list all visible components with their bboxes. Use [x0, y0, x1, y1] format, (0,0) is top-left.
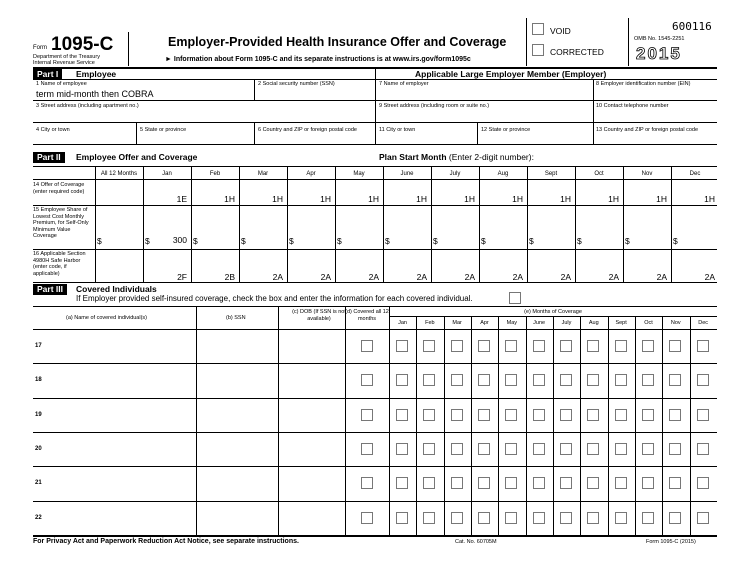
tax-year: 2015 — [636, 44, 682, 63]
month-coverage-checkbox[interactable] — [642, 340, 654, 352]
month-coverage-checkbox[interactable] — [533, 340, 545, 352]
covered-row-number: 22 — [35, 514, 42, 521]
form-word: Form — [33, 45, 47, 51]
offer-code-cell[interactable]: 1H — [224, 194, 235, 204]
self-insured-checkbox[interactable] — [509, 292, 521, 304]
col-c-header: (c) DOB (If SSN is not available) — [292, 309, 346, 322]
employee-name-value[interactable]: term mid-month then COBRA — [36, 89, 154, 99]
offer-code-cell[interactable]: 1H — [512, 194, 523, 204]
month-coverage-checkbox[interactable] — [615, 409, 627, 421]
month-coverage-checkbox[interactable] — [669, 409, 681, 421]
covered-row-number: 17 — [35, 343, 42, 349]
month-coverage-checkbox[interactable] — [423, 477, 435, 489]
month-coverage-checkbox[interactable] — [505, 443, 517, 455]
month-coverage-checkbox[interactable] — [615, 374, 627, 386]
info-line: ► Information about Form 1095-C and its separate instructions is at www.irs.gov/form1095c — [165, 56, 471, 63]
safe-harbor-cell[interactable]: 2A — [704, 272, 715, 282]
month-coverage-checkbox[interactable] — [396, 512, 408, 524]
dept-treasury: Department of the Treasury — [33, 54, 100, 60]
month-coverage-checkbox[interactable] — [423, 409, 435, 421]
month-header: Dec — [689, 171, 701, 177]
month-header: Jan — [162, 171, 172, 177]
coverage-month-header: Jan — [398, 320, 407, 326]
phone-label: 10 Contact telephone number — [596, 103, 669, 109]
month-coverage-checkbox[interactable] — [615, 477, 627, 489]
employer-street-label: 9 Street address (including room or suite no.) — [379, 103, 490, 109]
offer-code-cell[interactable]: 1H — [560, 194, 571, 204]
dollar-sign: $ — [145, 236, 150, 246]
covered-all-12-checkbox[interactable] — [361, 409, 373, 421]
coverage-month-header: Dec — [698, 320, 709, 326]
month-coverage-checkbox[interactable] — [478, 443, 490, 455]
safe-harbor-cell[interactable]: 2A — [656, 272, 667, 282]
void-checkbox[interactable] — [532, 23, 544, 35]
coverage-month-header: Mar — [452, 320, 462, 326]
safe-harbor-cell[interactable]: 2A — [416, 272, 427, 282]
safe-harbor-cell[interactable]: 2A — [368, 272, 379, 282]
month-header: June — [400, 171, 414, 177]
month-coverage-checkbox[interactable] — [669, 477, 681, 489]
month-coverage-checkbox[interactable] — [560, 477, 572, 489]
covered-all-12-checkbox[interactable] — [361, 374, 373, 386]
employer-country-label: 13 Country and ZIP or foreign postal code — [596, 127, 699, 133]
offer-code-cell[interactable]: 1H — [464, 194, 475, 204]
coverage-month-header: Oct — [644, 320, 653, 326]
coverage-month-header: Feb — [425, 320, 435, 326]
col-e-header: (e) Months of Coverage — [524, 309, 582, 315]
covered-all-12-checkbox[interactable] — [361, 512, 373, 524]
coverage-month-header: July — [561, 320, 572, 326]
form-number: 1095-C — [51, 34, 114, 55]
month-coverage-checkbox[interactable] — [642, 374, 654, 386]
month-coverage-checkbox[interactable] — [697, 340, 709, 352]
coverage-month-header: Apr — [480, 320, 489, 326]
month-coverage-checkbox[interactable] — [396, 477, 408, 489]
month-coverage-checkbox[interactable] — [587, 374, 599, 386]
safe-harbor-cell[interactable]: 2A — [608, 272, 619, 282]
month-coverage-checkbox[interactable] — [505, 512, 517, 524]
coverage-month-header: Aug — [588, 320, 599, 326]
dollar-sign: $ — [673, 236, 678, 246]
state-label: 5 State or province — [140, 127, 187, 133]
month-coverage-checkbox[interactable] — [423, 443, 435, 455]
month-header: Apr — [306, 171, 316, 177]
month-header: May — [353, 171, 365, 177]
offer-code-cell[interactable]: 1H — [416, 194, 427, 204]
month-coverage-checkbox[interactable] — [642, 409, 654, 421]
month-coverage-checkbox[interactable] — [642, 512, 654, 524]
month-coverage-checkbox[interactable] — [533, 477, 545, 489]
month-coverage-checkbox[interactable] — [587, 409, 599, 421]
month-coverage-checkbox[interactable] — [587, 443, 599, 455]
month-coverage-checkbox[interactable] — [669, 512, 681, 524]
month-coverage-checkbox[interactable] — [697, 443, 709, 455]
month-coverage-checkbox[interactable] — [451, 477, 463, 489]
part3-label: Part III — [33, 284, 67, 295]
month-header: Oct — [594, 171, 604, 177]
month-header: Mar — [257, 171, 269, 177]
month-coverage-checkbox[interactable] — [560, 374, 572, 386]
offer-code-cell[interactable]: 1E — [176, 194, 187, 204]
coverage-month-header: May — [506, 320, 517, 326]
corrected-checkbox[interactable] — [532, 44, 544, 56]
coverage-month-header: Nov — [670, 320, 681, 326]
part2-title: Employee Offer and Coverage — [76, 152, 198, 162]
month-coverage-checkbox[interactable] — [669, 443, 681, 455]
month-coverage-checkbox[interactable] — [423, 512, 435, 524]
month-coverage-checkbox[interactable] — [560, 512, 572, 524]
employee-name-label: 1 Name of employee — [36, 81, 87, 87]
col-d-header: (d) Covered all 12 months — [345, 309, 389, 322]
month-coverage-checkbox[interactable] — [478, 477, 490, 489]
dollar-sign: $ — [433, 236, 438, 246]
month-coverage-checkbox[interactable] — [478, 340, 490, 352]
month-coverage-checkbox[interactable] — [533, 443, 545, 455]
row16-label: 16 Applicable Section 4980H Safe Harbor (enter code, if applicable) — [33, 251, 86, 277]
month-coverage-checkbox[interactable] — [505, 374, 517, 386]
month-header: Sept — [544, 171, 558, 177]
form-code: 600116 — [672, 20, 712, 33]
row14-label: 14 Offer of Coverage (enter required code) — [33, 182, 85, 195]
safe-harbor-cell[interactable]: 2A — [512, 272, 523, 282]
month-coverage-checkbox[interactable] — [396, 374, 408, 386]
dollar-sign: $ — [385, 236, 390, 246]
street-address-label: 3 Street address (including apartment no.) — [36, 103, 139, 109]
dollar-sign: $ — [625, 236, 630, 246]
month-coverage-checkbox[interactable] — [533, 409, 545, 421]
month-coverage-checkbox[interactable] — [451, 409, 463, 421]
part3-title: Covered Individuals — [76, 284, 157, 294]
irs-label: Internal Revenue Service — [33, 60, 95, 66]
employer-state-label: 12 State or province — [481, 127, 531, 133]
offer-code-cell[interactable]: 1H — [656, 194, 667, 204]
dollar-sign: $ — [97, 236, 102, 246]
month-coverage-checkbox[interactable] — [669, 340, 681, 352]
month-coverage-checkbox[interactable] — [451, 340, 463, 352]
month-coverage-checkbox[interactable] — [615, 443, 627, 455]
month-coverage-checkbox[interactable] — [587, 512, 599, 524]
row15-label: 15 Employee Share of Lowest Cost Monthly Premium, for Self-Only Minimum Value Coverage — [33, 207, 89, 239]
safe-harbor-cell[interactable]: 2A — [560, 272, 571, 282]
col-b-header: (b) SSN — [226, 315, 246, 321]
col-a-header: (a) Name of covered individual(s) — [66, 315, 148, 321]
covered-row-number: 18 — [35, 377, 42, 384]
employer-section-title: Applicable Large Employer Member (Employer) — [415, 69, 607, 79]
month-coverage-checkbox[interactable] — [451, 374, 463, 386]
month-coverage-checkbox[interactable] — [505, 409, 517, 421]
month-header: All 12 Months — [100, 171, 138, 177]
dollar-sign: $ — [241, 236, 246, 246]
month-coverage-checkbox[interactable] — [396, 340, 408, 352]
month-coverage-checkbox[interactable] — [423, 340, 435, 352]
month-coverage-checkbox[interactable] — [560, 340, 572, 352]
ssn-label: 2 Social security number (SSN) — [258, 81, 335, 87]
month-coverage-checkbox[interactable] — [478, 409, 490, 421]
offer-code-cell[interactable]: 1H — [272, 194, 283, 204]
covered-all-12-checkbox[interactable] — [361, 477, 373, 489]
month-coverage-checkbox[interactable] — [396, 443, 408, 455]
omb-number: OMB No. 1545-2251 — [634, 36, 685, 42]
covered-row-number: 20 — [35, 445, 42, 452]
safe-harbor-cell[interactable]: 2F — [177, 272, 187, 282]
employer-city-label: 11 City or town — [379, 127, 416, 133]
part3-instruction: If Employer provided self-insured coverage, check the box and enter the information for each covered individual. — [76, 294, 473, 303]
dollar-sign: $ — [289, 236, 294, 246]
month-coverage-checkbox[interactable] — [478, 512, 490, 524]
month-coverage-checkbox[interactable] — [560, 443, 572, 455]
month-header: Nov — [641, 171, 653, 177]
month-coverage-checkbox[interactable] — [396, 409, 408, 421]
month-coverage-checkbox[interactable] — [451, 512, 463, 524]
plan-start-month-label: Plan Start Month (Enter 2-digit number): — [379, 152, 534, 162]
month-header: Feb — [209, 171, 221, 177]
month-coverage-checkbox[interactable] — [560, 409, 572, 421]
dollar-sign: $ — [481, 236, 486, 246]
premium-cell[interactable]: 300 — [172, 235, 187, 245]
month-coverage-checkbox[interactable] — [615, 340, 627, 352]
ein-label: 8 Employer identification number (EIN) — [596, 81, 691, 87]
month-coverage-checkbox[interactable] — [533, 374, 545, 386]
month-coverage-checkbox[interactable] — [697, 374, 709, 386]
safe-harbor-cell[interactable]: 2B — [224, 272, 235, 282]
coverage-month-header: June — [533, 320, 546, 326]
covered-all-12-checkbox[interactable] — [361, 340, 373, 352]
covered-all-12-checkbox[interactable] — [361, 443, 373, 455]
dollar-sign: $ — [193, 236, 198, 246]
offer-code-cell[interactable]: 1H — [320, 194, 331, 204]
form-title: Employer-Provided Health Insurance Offer and Coverage — [168, 35, 507, 49]
month-coverage-checkbox[interactable] — [669, 374, 681, 386]
part1-label: Part I — [33, 69, 62, 80]
offer-code-cell[interactable]: 1H — [608, 194, 619, 204]
dollar-sign: $ — [577, 236, 582, 246]
employee-section-title: Employee — [76, 69, 117, 79]
month-coverage-checkbox[interactable] — [587, 477, 599, 489]
safe-harbor-cell[interactable]: 2A — [320, 272, 331, 282]
covered-row-number: 19 — [35, 411, 42, 418]
month-coverage-checkbox[interactable] — [478, 374, 490, 386]
month-coverage-checkbox[interactable] — [642, 443, 654, 455]
month-coverage-checkbox[interactable] — [423, 374, 435, 386]
month-coverage-checkbox[interactable] — [697, 409, 709, 421]
month-coverage-checkbox[interactable] — [533, 512, 545, 524]
month-coverage-checkbox[interactable] — [697, 512, 709, 524]
cat-number: Cat. No. 60705M — [455, 539, 497, 545]
month-coverage-checkbox[interactable] — [615, 512, 627, 524]
dollar-sign: $ — [337, 236, 342, 246]
coverage-month-header: Sept — [615, 320, 627, 326]
month-header: July — [449, 171, 461, 177]
safe-harbor-cell[interactable]: 2A — [272, 272, 283, 282]
country-zip-label: 6 Country and ZIP or foreign postal code — [258, 127, 357, 133]
form-reference: Form 1095-C (2015) — [646, 539, 696, 545]
month-coverage-checkbox[interactable] — [505, 340, 517, 352]
month-coverage-checkbox[interactable] — [587, 340, 599, 352]
month-coverage-checkbox[interactable] — [642, 477, 654, 489]
month-header: Aug — [497, 171, 509, 177]
safe-harbor-cell[interactable]: 2A — [464, 272, 475, 282]
dollar-sign: $ — [529, 236, 534, 246]
part2-label: Part II — [33, 152, 65, 163]
city-label: 4 City or town — [36, 127, 70, 133]
privacy-notice: For Privacy Act and Paperwork Reduction Act Notice, see separate instructions. — [33, 538, 299, 545]
offer-code-cell[interactable]: 1H — [368, 194, 379, 204]
month-coverage-checkbox[interactable] — [505, 477, 517, 489]
offer-code-cell[interactable]: 1H — [704, 194, 715, 204]
month-coverage-checkbox[interactable] — [697, 477, 709, 489]
void-label: VOID — [550, 26, 571, 36]
covered-row-number: 21 — [35, 480, 42, 487]
corrected-label: CORRECTED — [550, 47, 604, 57]
month-coverage-checkbox[interactable] — [451, 443, 463, 455]
employer-name-label: 7 Name of employer — [379, 81, 429, 87]
